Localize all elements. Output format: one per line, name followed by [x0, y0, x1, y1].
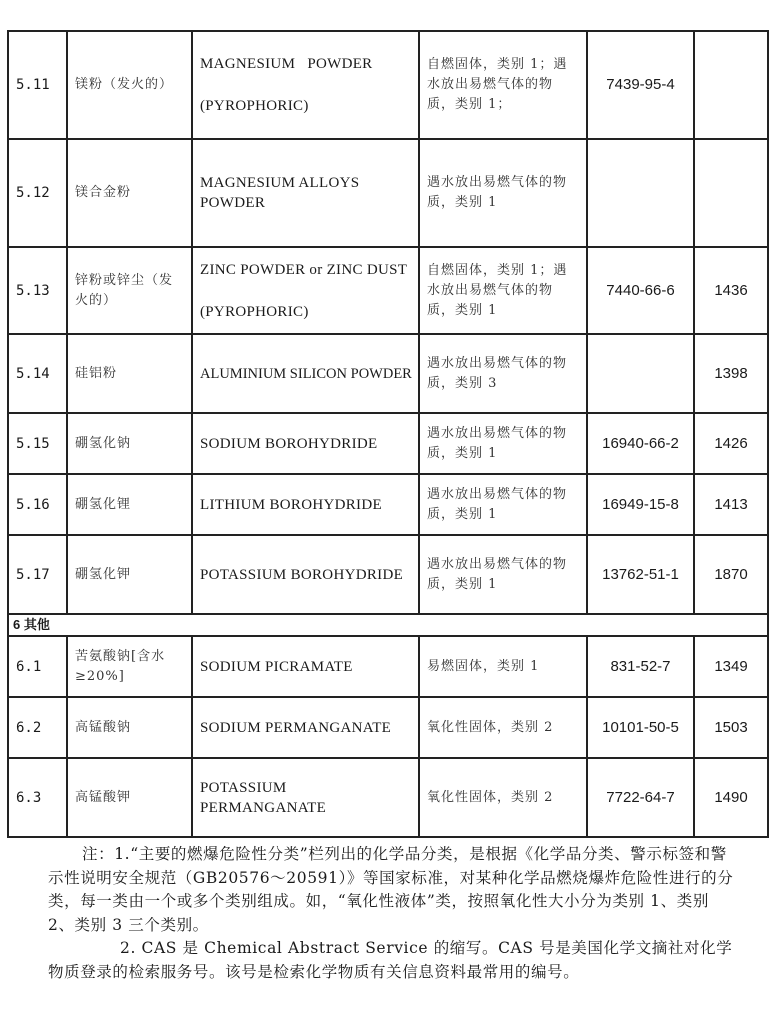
row-number: 6.1 [8, 636, 67, 697]
english-name: MAGNESIUM ALLOYS POWDER [192, 139, 419, 247]
cas-number: 7439-95-4 [587, 31, 694, 139]
cas-number: 16949-15-8 [587, 474, 694, 535]
english-name: POTASSIUM PERMANGANATE [192, 758, 419, 837]
english-name: SODIUM BOROHYDRIDE [192, 413, 419, 474]
cas-number: 10101-50-5 [587, 697, 694, 758]
table-row [8, 474, 768, 535]
hazard-class: 遇水放出易燃气体的物质，类别 1 [419, 474, 587, 535]
table-row [8, 636, 768, 697]
chinese-name: 锌粉或锌尘（发火的） [67, 247, 192, 334]
cas-number: 7440-66-6 [587, 247, 694, 334]
chinese-name: 硼氢化钾 [67, 535, 192, 614]
un-number: 1349 [694, 636, 768, 697]
un-number: 1426 [694, 413, 768, 474]
footnotes [48, 843, 738, 984]
english-name: SODIUM PICRAMATE [192, 636, 419, 697]
chemical-table [7, 30, 769, 838]
english-name-line1: MAGNESIUM POWDER [200, 56, 373, 72]
chinese-name: 硼氢化锂 [67, 474, 192, 535]
section-title: 6 其他 [8, 614, 768, 636]
section-header-row [8, 614, 768, 636]
table-row [8, 413, 768, 474]
row-number: 5.16 [8, 474, 67, 535]
hazard-class: 自燃固体，类别 1；遇水放出易燃气体的物质，类别 1； [419, 31, 587, 139]
chinese-name: 硼氢化钠 [67, 413, 192, 474]
hazard-class: 氧化性固体，类别 2 [419, 758, 587, 837]
cas-number [587, 334, 694, 413]
un-number: 1870 [694, 535, 768, 614]
row-number: 5.14 [8, 334, 67, 413]
cas-number: 13762-51-1 [587, 535, 694, 614]
row-number: 6.3 [8, 758, 67, 837]
row-number: 5.11 [8, 31, 67, 139]
table-row [8, 31, 768, 139]
hazard-class: 自燃固体，类别 1；遇水放出易燃气体的物质，类别 1 [419, 247, 587, 334]
table-row [8, 334, 768, 413]
english-name-line1: ZINC POWDER or ZINC DUST [200, 261, 408, 278]
english-name: LITHIUM BOROHYDRIDE [192, 474, 419, 535]
table-row [8, 247, 768, 334]
chemical-table-container [7, 30, 767, 838]
chinese-name: 高锰酸钾 [67, 758, 192, 837]
row-number: 5.13 [8, 247, 67, 334]
english-name: SODIUM PERMANGANATE [192, 697, 419, 758]
row-number: 5.12 [8, 139, 67, 247]
cas-number: 831-52-7 [587, 636, 694, 697]
english-name: POTASSIUM BOROHYDRIDE [192, 535, 419, 614]
english-name [192, 247, 419, 334]
english-name-line2: (PYROPHORIC) [200, 303, 309, 320]
table-row [8, 139, 768, 247]
hazard-class: 氧化性固体，类别 2 [419, 697, 587, 758]
row-number: 5.17 [8, 535, 67, 614]
footnote-1: 注：1.“主要的燃爆危险性分类”栏列出的化学品分类，是根据《化学品分类、警示标签和警示性说明安全规范（GB20576～20591）》等国家标准，对某种化学品燃烧爆炸危险性进行的分类，每一类由一个或多个类别组成。如，“氧化性液体”类，按照氧化性大小分为类别 1、类别 2、类别 3 三个类别。 [48, 845, 734, 934]
english-name-line2: (PYROPHORIC) [200, 98, 309, 114]
cas-number: 7722-64-7 [587, 758, 694, 837]
hazard-class: 遇水放出易燃气体的物质，类别 1 [419, 413, 587, 474]
chinese-name: 硅铝粉 [67, 334, 192, 413]
cas-number: 16940-66-2 [587, 413, 694, 474]
un-number: 1503 [694, 697, 768, 758]
chinese-name: 镁合金粉 [67, 139, 192, 247]
footnote-2: 2. CAS 是 Chemical Abstract Service 的缩写。CAS 号是美国化学文摘社对化学物质登录的检索服务号。该号是检索化学物质有关信息资料最常用的编号。 [48, 939, 733, 981]
hazard-class: 遇水放出易燃气体的物质，类别 1 [419, 139, 587, 247]
hazard-class: 遇水放出易燃气体的物质，类别 1 [419, 535, 587, 614]
un-number: 1436 [694, 247, 768, 334]
un-number [694, 139, 768, 247]
english-name [192, 31, 419, 139]
table-row [8, 697, 768, 758]
un-number [694, 31, 768, 139]
cas-number [587, 139, 694, 247]
table-row [8, 535, 768, 614]
un-number: 1398 [694, 334, 768, 413]
un-number: 1413 [694, 474, 768, 535]
chinese-name: 镁粉（发火的） [67, 31, 192, 139]
table-row [8, 758, 768, 837]
row-number: 5.15 [8, 413, 67, 474]
chinese-name: 高锰酸钠 [67, 697, 192, 758]
un-number: 1490 [694, 758, 768, 837]
english-name: ALUMINIUM SILICON POWDER [192, 334, 419, 413]
hazard-class: 易燃固体，类别 1 [419, 636, 587, 697]
hazard-class: 遇水放出易燃气体的物质，类别 3 [419, 334, 587, 413]
chinese-name: 苦氨酸钠[含水≥20%] [67, 636, 192, 697]
row-number: 6.2 [8, 697, 67, 758]
